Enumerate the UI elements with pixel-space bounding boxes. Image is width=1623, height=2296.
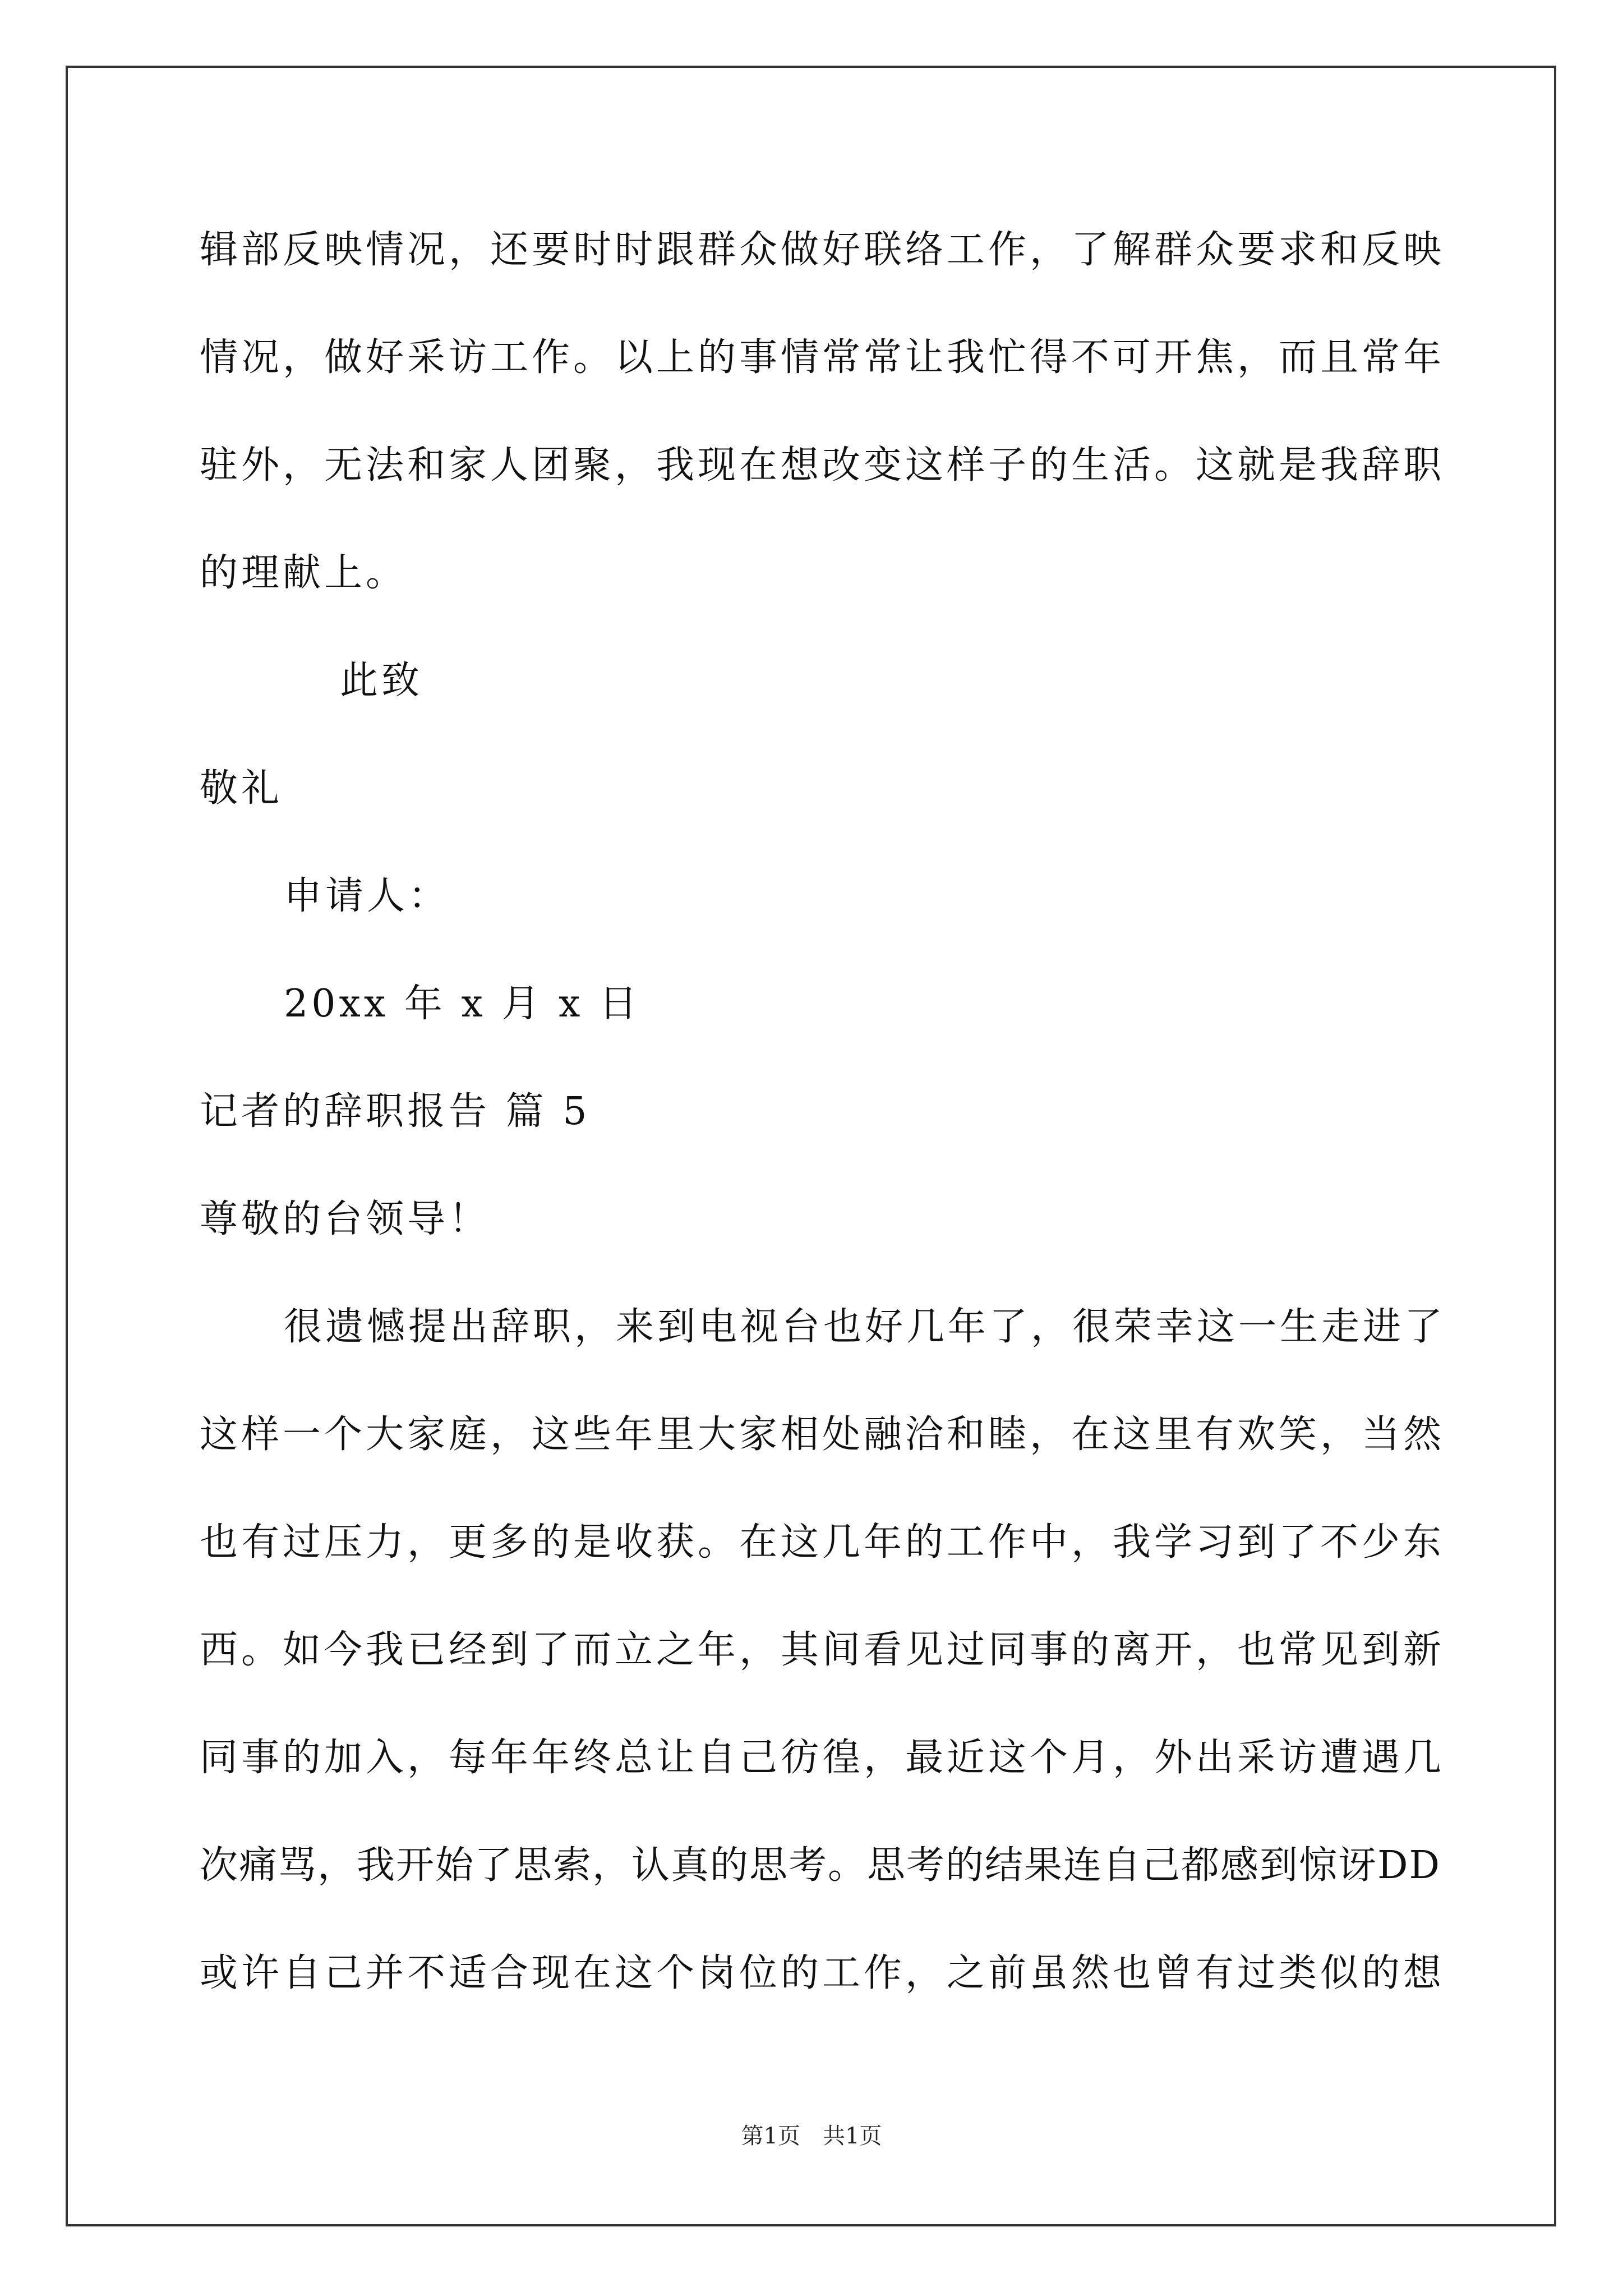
- applicant-label: 申请人：: [284, 874, 450, 918]
- section-title: 记者的辞职报告 篇 5: [200, 1089, 591, 1134]
- text-line: 次痛骂，我开始了思索，认真的思考。思考的结果连自己都感到惊讶DD: [200, 1843, 1441, 1888]
- greeting: 尊敬的台领导！: [200, 1197, 491, 1241]
- text-line: 辑部反映情况，还要时时跟群众做好联络工作，了解群众要求和反映: [200, 228, 1445, 272]
- text-line: 这样一个大家庭，这些年里大家相处融洽和睦，在这里有欢笑，当然: [200, 1412, 1445, 1457]
- text-line: 西。如今我已经到了而立之年，其间看见过同事的离开，也常见到新: [200, 1628, 1445, 1672]
- text-line: 驻外，无法和家人团聚，我现在想改变这样子的生活。这就是我辞职: [200, 443, 1445, 487]
- text-line: 或许自己并不适合现在这个岗位的工作，之前虽然也曾有过类似的想: [200, 1951, 1445, 1995]
- salutation-closing: 此致: [340, 659, 423, 703]
- date-line: 20xx 年 x 月 x 日: [284, 982, 641, 1026]
- text-line: 也有过压力，更多的是收获。在这几年的工作中，我学习到了不少东: [200, 1520, 1445, 1565]
- text-line: 很遗憾提出辞职，来到电视台也好几年了，很荣幸这一生走进了: [284, 1305, 1446, 1349]
- page-number: 第1页 共1页: [741, 2123, 882, 2149]
- page-border: [66, 66, 1556, 2226]
- text-line: 同事的加入，每年年终总让自己彷徨，最近这个月，外出采访遭遇几: [200, 1736, 1445, 1780]
- salutation-regards: 敬礼: [200, 766, 283, 811]
- text-line: 情况，做好采访工作。以上的事情常常让我忙得不可开焦，而且常年: [200, 335, 1445, 380]
- text-line: 的理献上。: [200, 551, 408, 595]
